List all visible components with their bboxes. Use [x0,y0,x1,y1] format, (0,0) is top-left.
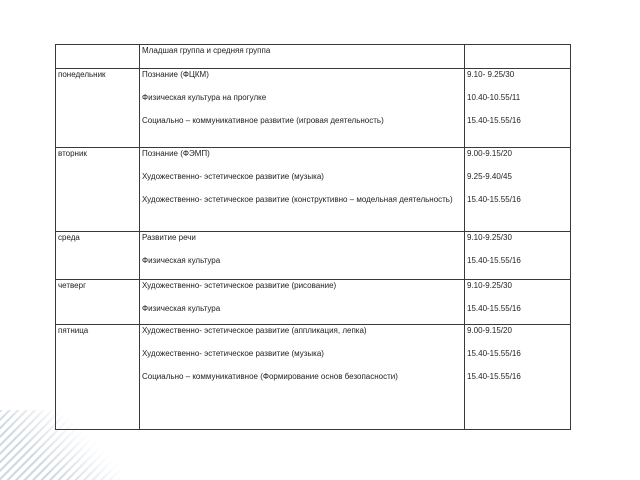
header-time-cell [465,45,571,69]
activity-item: Познание (ФЦКМ) [142,70,209,79]
day-cell: четверг [56,280,140,325]
activities-cell [140,325,465,430]
time-item: 9.10-9.25/30 [467,281,512,290]
activity-item: Познание (ФЭМП) [142,149,210,158]
table-row-wednesday [56,232,571,280]
time-item: 9.10-9.25/30 [467,233,512,242]
time-item: 9.10- 9.25/30 [467,70,515,79]
activities-cell [140,148,465,232]
day-cell: понедельник [56,69,140,148]
time-item: 9.00-9.15/20 [467,149,512,158]
schedule-table [55,44,571,430]
activities-cell [140,69,465,148]
table-row-thursday [56,280,571,325]
activity-item: Социально – коммуникативное (Формирование основ безопасности) [142,372,398,381]
activity-item: Художественно- эстетическое развитие (музыка) [142,349,324,358]
times-cell [465,148,571,232]
activity-item: Художественно- эстетическое развитие (конструктивно – модельная деятельность) [142,195,453,204]
time-item: 15.40-15.55/16 [467,304,521,313]
activity-item: Физическая культура [142,256,221,265]
activity-item: Художественно- эстетическое развитие (аппликация, лепка) [142,326,367,335]
time-item: 15.40-15.55/16 [467,349,521,358]
activity-item: Художественно- эстетическое развитие (музыка) [142,172,324,181]
activities-cell [140,280,465,325]
times-cell [465,69,571,148]
header-day-cell [56,45,140,69]
activity-item: Социально – коммуникативное развитие (игровая деятельность) [142,116,384,125]
time-item: 15.40-15.55/16 [467,195,521,204]
table-row-monday [56,69,571,148]
activity-item: Развитие речи [142,233,196,242]
day-cell: вторник [56,148,140,232]
time-item: 9.25-9.40/45 [467,172,512,181]
time-item: 10.40-10.55/11 [467,93,521,102]
activity-item: Физическая культура на прогулке [142,93,267,102]
day-cell: пятница [56,325,140,430]
time-item: 9.00-9.15/20 [467,326,512,335]
table-row-friday [56,325,571,430]
time-item: 15.40-15.55/16 [467,372,521,381]
times-cell [465,280,571,325]
time-item: 15.40-15.55/16 [467,116,521,125]
time-item: 15.40-15.55/16 [467,256,521,265]
activity-item: Физическая культура [142,304,221,313]
day-cell: среда [56,232,140,280]
activity-item: Художественно- эстетическое развитие (рисование) [142,281,337,290]
activities-cell [140,232,465,280]
table-header-row [56,45,571,69]
times-cell [465,325,571,430]
table-row-tuesday [56,148,571,232]
times-cell [465,232,571,280]
header-title-cell: Младшая группа и средняя группа [140,45,465,69]
